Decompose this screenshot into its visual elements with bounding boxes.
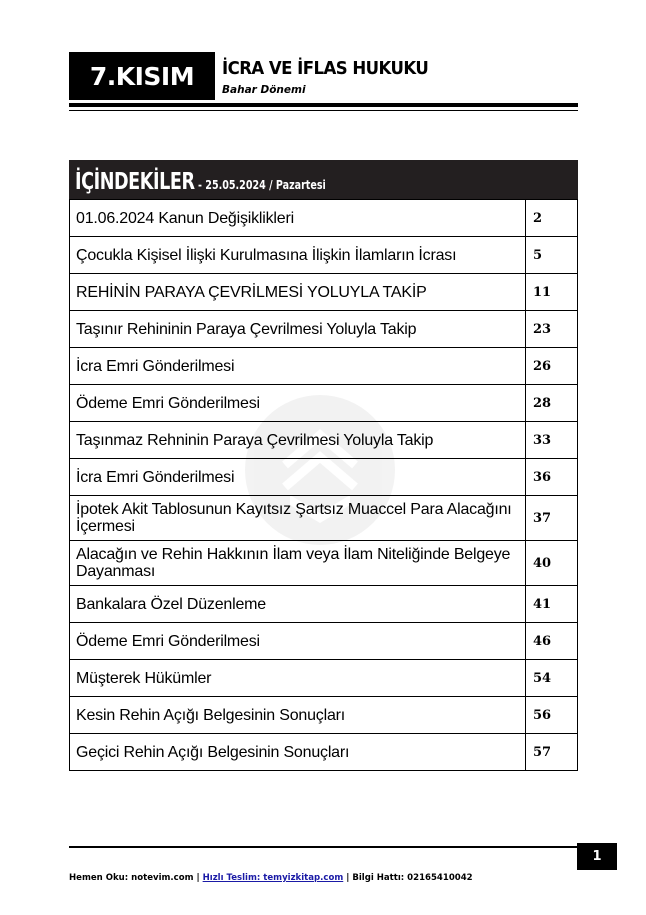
toc-entry-page: 40 — [526, 541, 578, 586]
toc-row[interactable] — [70, 422, 578, 459]
toc-entry-page: 46 — [526, 623, 578, 660]
toc-entry-page: 41 — [526, 586, 578, 623]
toc-entry-page: 56 — [526, 697, 578, 734]
toc-entry-page: 36 — [526, 459, 578, 496]
toc-entry-title[interactable]: 01.06.2024 Kanun Değişiklikleri — [70, 200, 526, 237]
toc-row[interactable] — [70, 734, 578, 771]
toc-entry-page: 37 — [526, 496, 578, 541]
toc-entry-title[interactable]: İcra Emri Gönderilmesi — [70, 459, 526, 496]
toc-heading: İÇİNDEKİLER — [75, 169, 195, 195]
toc-entry-page: 28 — [526, 385, 578, 422]
toc-row[interactable] — [70, 697, 578, 734]
header-rule-thin — [69, 110, 578, 111]
toc-entry-title[interactable]: Ödeme Emri Gönderilmesi — [70, 385, 526, 422]
toc-row[interactable] — [70, 348, 578, 385]
toc-row[interactable] — [70, 586, 578, 623]
toc-row[interactable] — [70, 496, 578, 541]
toc-row[interactable] — [70, 660, 578, 697]
toc-row[interactable] — [70, 200, 578, 237]
toc-entry-page: 54 — [526, 660, 578, 697]
section-label: 7.KISIM — [69, 52, 215, 100]
toc-entry-title[interactable]: Kesin Rehin Açığı Belgesinin Sonuçları — [70, 697, 526, 734]
toc-table — [69, 199, 578, 771]
footer-delivery-link[interactable]: Hızlı Teslim: temyizkitap.com — [202, 873, 344, 883]
footer-separator: | — [346, 873, 350, 883]
toc-entry-title[interactable]: Müşterek Hükümler — [70, 660, 526, 697]
toc-row[interactable] — [70, 237, 578, 274]
toc-row[interactable] — [70, 623, 578, 660]
toc-entry-page: 2 — [526, 200, 578, 237]
toc-entry-page: 5 — [526, 237, 578, 274]
toc-entry-page: 26 — [526, 348, 578, 385]
footer-rule — [69, 846, 578, 848]
toc-entry-title[interactable]: Alacağın ve Rehin Hakkının İlam veya İlam Niteliğinde Belgeye Dayanması — [70, 541, 526, 586]
document-subtitle: Bahar Dönemi — [222, 84, 306, 96]
toc-row[interactable] — [70, 311, 578, 348]
toc-header — [69, 160, 578, 199]
table-of-contents — [69, 160, 578, 771]
toc-entry-title[interactable]: İcra Emri Gönderilmesi — [70, 348, 526, 385]
page-number: 1 — [577, 843, 617, 870]
footer-hotline: Bilgi Hattı: 02165410042 — [352, 873, 473, 883]
toc-entry-title[interactable]: Geçici Rehin Açığı Belgesinin Sonuçları — [70, 734, 526, 771]
toc-entry-page: 57 — [526, 734, 578, 771]
header-rule-thick — [69, 103, 578, 107]
toc-entry-title[interactable]: Taşınır Rehininin Paraya Çevrilmesi Yoluyla Takip — [70, 311, 526, 348]
toc-entry-title[interactable]: Taşınmaz Rehninin Paraya Çevrilmesi Yoluyla Takip — [70, 422, 526, 459]
footer-separator: | — [196, 873, 200, 883]
toc-entry-title[interactable]: Çocukla Kişisel İlişki Kurulmasına İlişkin İlamların İcrası — [70, 237, 526, 274]
toc-row[interactable] — [70, 541, 578, 586]
toc-entry-page: 11 — [526, 274, 578, 311]
toc-entry-title[interactable]: Bankalara Özel Düzenleme — [70, 586, 526, 623]
footer-info — [69, 873, 473, 883]
toc-entry-page: 33 — [526, 422, 578, 459]
toc-row[interactable] — [70, 385, 578, 422]
document-title: İCRA VE İFLAS HUKUKU — [222, 58, 429, 79]
toc-row[interactable] — [70, 459, 578, 496]
footer-read-label: Hemen Oku: notevim.com — [69, 873, 194, 883]
toc-entry-title[interactable]: İpotek Akit Tablosunun Kayıtsız Şartsız Muaccel Para Alacağını İçermesi — [70, 496, 526, 541]
toc-entry-page: 23 — [526, 311, 578, 348]
toc-row[interactable] — [70, 274, 578, 311]
toc-date: - 25.05.2024 / Pazartesi — [197, 177, 326, 192]
toc-entry-title[interactable]: REHİNİN PARAYA ÇEVRİLMESİ YOLUYLA TAKİP — [70, 274, 526, 311]
toc-entry-title[interactable]: Ödeme Emri Gönderilmesi — [70, 623, 526, 660]
